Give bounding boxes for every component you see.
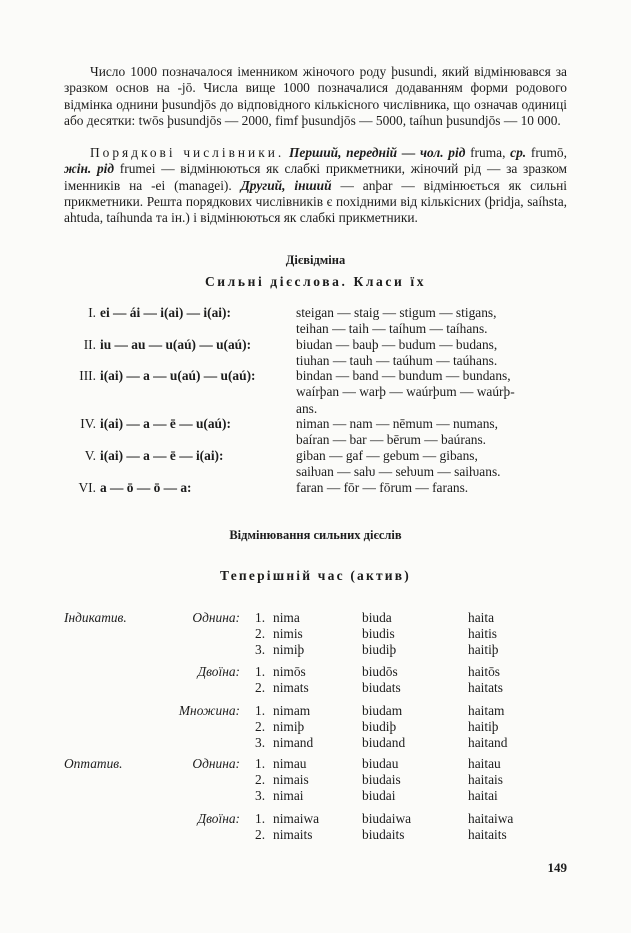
form-biuda: biudai — [362, 788, 396, 803]
class-examples — [296, 480, 567, 496]
paragraph-ordinals — [64, 145, 567, 226]
paragraph-thousand: Число 1000 позначалося іменником жіночого роду þusundi, який відмінювався за зразком основ на -jō. Числа вище 1000 позначалися додаванням форми родового відмінка однини þusundjōs до відповідного кількісного числівника, що означав одиниці або десятки: twōs þusundjōs — 2000, fimf þusundjōs — 5000, taíhun þusundjōs — 10 000. — [64, 64, 567, 128]
form-haita: haitam — [468, 703, 505, 718]
ordinal-second-text: — anþar — відмінюється як сильні прикметники. Решта порядкових числівників є похідними від кількісних (þridja, saíhsta, ahtuda, taíhunda та ін.) і відмінюються як слабкі прикметники. — [64, 177, 567, 226]
class-examples — [296, 305, 567, 338]
class-examples — [296, 416, 567, 449]
example-line: niman — nam — nēmum — numans, — [296, 416, 498, 431]
person-number: 1. — [255, 703, 266, 718]
form-haita: haita — [468, 610, 495, 625]
ordinal-first-masc: fruma, — [470, 145, 506, 160]
number-label: Однина: — [192, 756, 240, 771]
example-line: ans. — [296, 400, 318, 416]
class-formula: iu — au — u(aú) — u(aú): — [100, 337, 252, 352]
form-haita: haitiþ — [468, 719, 499, 734]
example-line: steigan — staig — stigum — stigans, — [296, 305, 497, 320]
form-haita: haitais — [468, 772, 503, 787]
person-number: 3. — [255, 642, 266, 657]
form-nima: nimōs — [273, 664, 306, 679]
person-number: 1. — [255, 811, 266, 826]
ordinal-second-gloss: Другий, інший — [240, 177, 332, 193]
person-number: 2. — [255, 719, 266, 734]
ordinal-first-fem-text: frumei — відмінюються як слабкі прикметники, жіночий рід — за зразком іменників на -ei (managei). — [64, 161, 567, 193]
class-formula: i(ai) — a — ē — u(aú): — [100, 416, 231, 431]
number-label: Множина: — [178, 703, 240, 718]
form-haita: haitis — [468, 626, 498, 641]
person-number: 1. — [255, 756, 266, 771]
form-nima: nimam — [273, 703, 311, 718]
form-biuda: biudōs — [362, 664, 398, 679]
form-haita: haitai — [468, 788, 498, 803]
person-number: 2. — [255, 772, 266, 787]
form-nima: nimats — [273, 680, 309, 695]
example-line: tiuhan — tauh — taúhum — taúhans. — [296, 353, 498, 369]
form-haita: haitats — [468, 680, 503, 695]
form-biuda: biudaits — [362, 827, 405, 842]
example-line: waírþan — warþ — waúrþum — waúrþ- — [296, 384, 515, 400]
form-biuda: biudau — [362, 756, 399, 771]
class-examples — [296, 337, 567, 370]
form-nima: nimais — [273, 772, 309, 787]
form-nima: nimau — [273, 756, 307, 771]
form-nima: nimaiwa — [273, 811, 320, 826]
feminine-abbr: жін. рід — [64, 161, 115, 177]
form-haita: haitau — [468, 756, 501, 771]
form-biuda: biudats — [362, 680, 401, 695]
mood-label: Оптатив. — [64, 756, 123, 771]
example-line: saiƕan — saƕ — seƕum — saiƕans. — [296, 464, 501, 480]
person-number: 3. — [255, 735, 266, 750]
example-line: faran — fōr — fōrum — farans. — [296, 480, 469, 495]
form-haita: haitaiwa — [468, 811, 514, 826]
form-haita: haitaits — [468, 827, 507, 842]
subheading-present-active: Теперішній час (актив) — [220, 568, 411, 583]
form-nima: nimand — [273, 735, 314, 750]
page-number: 149 — [547, 860, 567, 875]
example-line: biudan — bauþ — budum — budans, — [296, 337, 498, 352]
form-biuda: biuda — [362, 610, 392, 625]
person-number: 1. — [255, 610, 266, 625]
ordinal-first-neut: frumō, — [530, 145, 567, 160]
ordinal-first-gloss: Перший, передній — чол. рід — [288, 145, 466, 160]
number-label: Двоїна: — [197, 664, 240, 679]
section-heading-conjugation: Дієвідміна — [285, 253, 346, 267]
class-roman: V. — [84, 448, 96, 463]
person-number: 2. — [255, 680, 266, 695]
class-roman: III. — [79, 368, 96, 383]
neuter-abbr: ср. — [510, 145, 527, 160]
class-formula: ei — ái — i(ai) — i(ai): — [100, 305, 231, 320]
form-biuda: biudam — [362, 703, 403, 718]
class-roman: IV. — [80, 416, 96, 431]
number-label: Однина: — [192, 610, 240, 625]
form-biuda: biudis — [362, 626, 395, 641]
person-number: 3. — [255, 788, 266, 803]
form-biuda: biudand — [362, 735, 406, 750]
form-nima: nimai — [273, 788, 304, 803]
mood-label: Індикатив. — [64, 610, 127, 625]
form-nima: nimis — [273, 626, 303, 641]
form-haita: haitiþ — [468, 642, 499, 657]
subheading-strong-verbs: Сильні дієслова. Класи їх — [204, 274, 427, 289]
form-nima: nima — [273, 610, 300, 625]
example-line: baíran — bar — bērum — baúrans. — [296, 432, 487, 448]
form-nima: nimiþ — [273, 719, 305, 734]
class-roman: I. — [88, 305, 96, 320]
person-number: 1. — [255, 664, 266, 679]
example-line: giban — gaf — gebum — gibans, — [296, 448, 478, 463]
form-biuda: biudaiwa — [362, 811, 412, 826]
class-formula: i(ai) — a — ē — i(ai): — [100, 448, 224, 463]
person-number: 2. — [255, 827, 266, 842]
class-roman: VI. — [78, 480, 96, 495]
form-haita: haitōs — [468, 664, 500, 679]
form-haita: haitand — [468, 735, 508, 750]
form-biuda: biudiþ — [362, 642, 397, 657]
section-heading-strong-inflection: Відмінювання сильних дієслів — [229, 528, 402, 542]
form-nima: nimiþ — [273, 642, 305, 657]
form-nima: nimaits — [273, 827, 313, 842]
example-line: teihan — taih — taíhum — taíhans. — [296, 321, 488, 337]
person-number: 2. — [255, 626, 266, 641]
class-formula: i(ai) — a — u(aú) — u(aú): — [100, 368, 256, 383]
number-label: Двоїна: — [197, 811, 240, 826]
example-line: bindan — band — bundum — bundans, — [296, 368, 511, 383]
ordinals-lead: Порядкові числівники. — [90, 145, 285, 160]
class-examples — [296, 368, 567, 417]
class-formula: a — ō — ō — a: — [100, 480, 192, 495]
form-biuda: biudiþ — [362, 719, 397, 734]
form-biuda: biudais — [362, 772, 401, 787]
class-roman: II. — [83, 337, 96, 352]
class-examples — [296, 448, 567, 481]
